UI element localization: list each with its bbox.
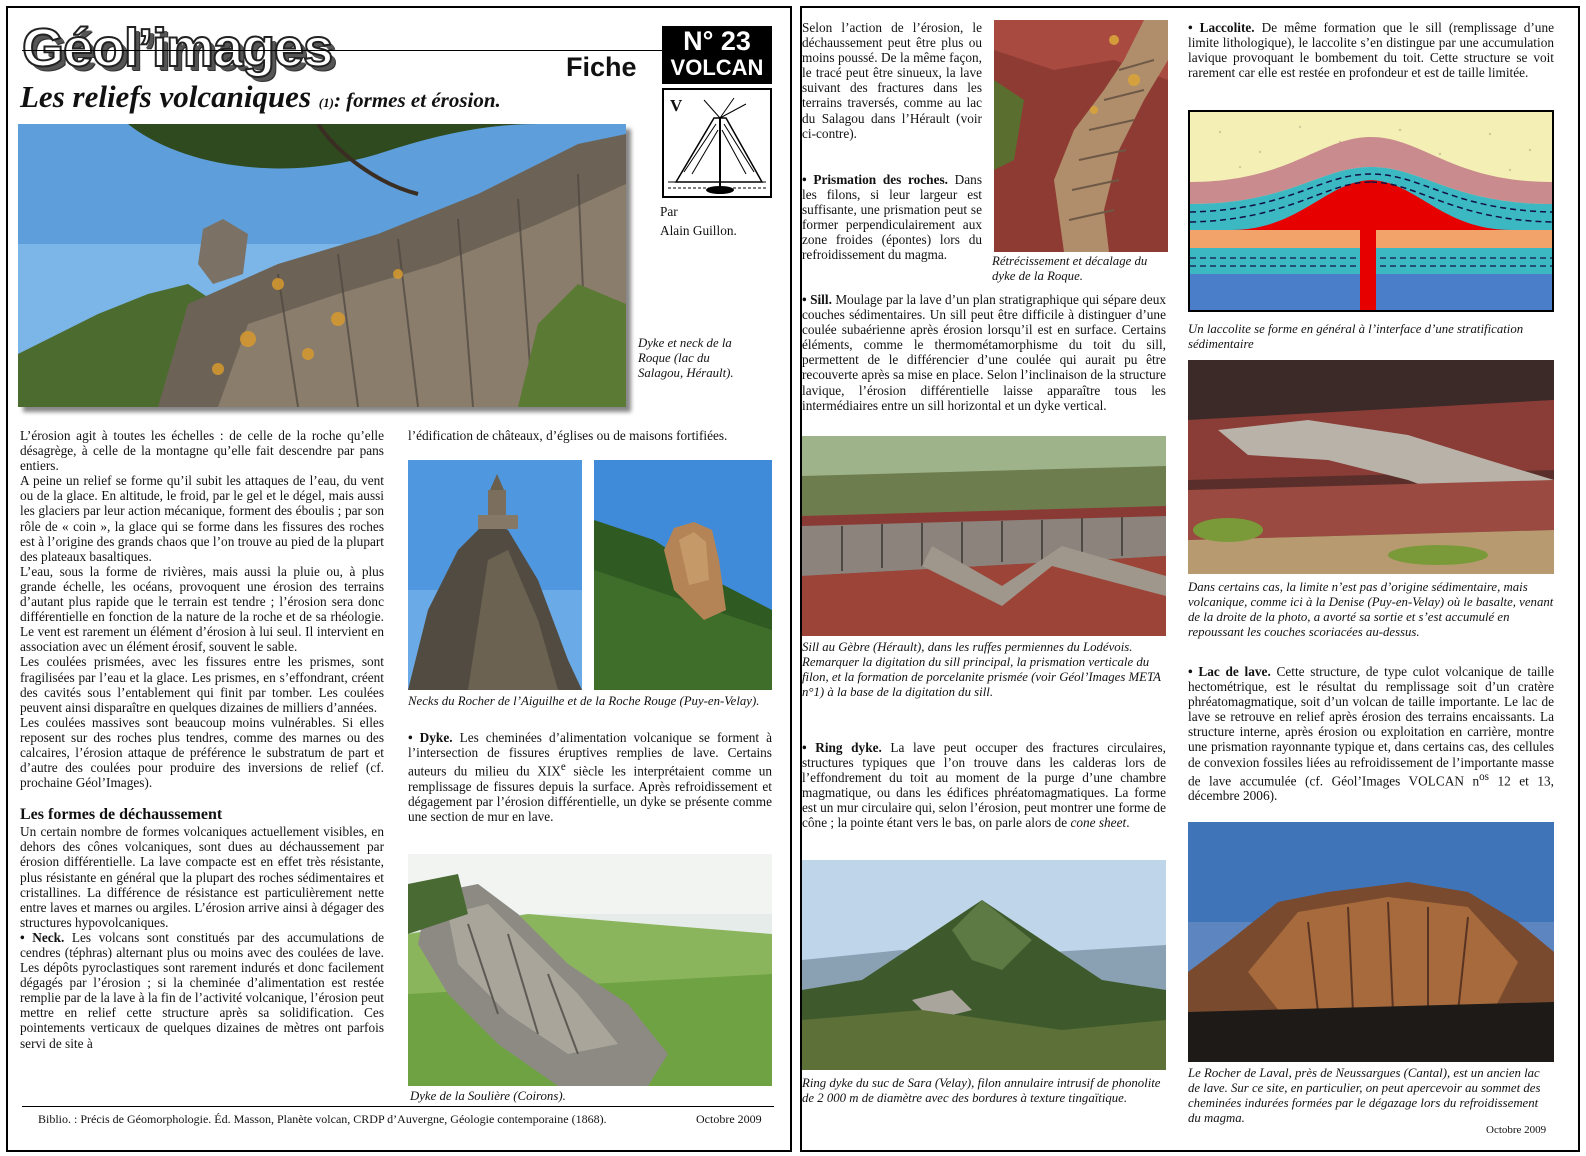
ring-text-b: . (1126, 815, 1130, 831)
paragraph: Les coulées prismées, avec les fissures entre les prismes, sont fragilisées par l’eau et la glace. Les prismes, en s’effondrant, créent des cavités sous l’entablement qui finit par tomber. Les coulées peuvent ainsi disparaître en quelques dizaines de milliers d’années. (20, 654, 384, 715)
series-emblem (662, 88, 772, 198)
page-right (800, 6, 1580, 1152)
prism-text: Dans les filons, si leur largeur est suffisante, une prismation peut se former perpendiculairement aux zone froides (épontes) lors du refroidissement du magma. (802, 172, 982, 263)
col1-text (20, 428, 384, 1051)
photo-laval (1188, 822, 1554, 1062)
date: Octobre 2009 (1486, 1124, 1547, 1136)
photo-ring-dyke (802, 860, 1166, 1070)
dyke-text-b: siècle les interprétaient comme un remplissage de fissures depuis la surface. Après refroidissement et dégagement par l’érosion différentielle, un dyke se présente comme une section de mur en lave. (408, 763, 772, 824)
caption-necks: Necks du Rocher de l’Aiguilhe et de la Roche Rouge (Puy-en-Velay). (408, 694, 760, 708)
ring-text-a: La lave peut occuper des fractures circulaires, structures typiques que l’on trouve dans les calderas lors de l’effondrement du toit au moment de la purge d’une chambre magmatique, ou dans les édifices phréatomagmatiques. La forme est un mur circulaire qui, selon l’érosion, peut montrer une forme de cône ; la pointe étant vers le bas, on parle alors de (802, 740, 1167, 831)
paragraph: Un certain nombre de formes volcaniques actuellement visibles, en dehors des cônes volcaniques, sont dues au déchaussement par érosion différentielle. La lave compacte est en effet très résistante, plus résistante en général que la plupart des roches sédimentaires et cristallines. La différence de résistance est particulièrement nette entre laves et marnes ou argiles. L’érosion arrive ainsi à dégager des structures hypovolcaniques. (20, 824, 384, 930)
section-title: Les formes de déchaussement (20, 806, 223, 824)
title-main: Les reliefs volcaniques (20, 79, 312, 114)
ring-label: • Ring dyke. (802, 740, 882, 755)
caption-ring: Ring dyke du suc de Sara (Velay), filon annulaire intrusif de phonolite de 2 000 m de diamètre avec des bordures à texture tingaïtique. (802, 1076, 1161, 1105)
photo-dyke-roque (994, 20, 1168, 252)
caption-souliere: Dyke de la Soulière (Coirons). (410, 1089, 566, 1103)
fiche-label: Fiche (566, 52, 637, 82)
title-note: (1) (318, 95, 334, 110)
author: Par Alain Guillon. (660, 204, 737, 238)
page-title (20, 80, 501, 120)
series-name: VOLCAN (670, 55, 764, 80)
paragraph: L’eau, sous la forme de rivières, mais aussi la pluie ou, à plus grande échelle, les océans, provoquent une érosion des terrains d’autant plus rapide que le terrain est tendre ; l’érosion sera donc différentielle en fonction de la nature de la roche et de sa rhéologie. Le vent est rarement un élément d’érosion à lui seul. Il intervient en association avec un élément érosif, souvent le sable. (20, 563, 384, 655)
dyke-paragraph (408, 730, 772, 824)
logo: Géol’images (22, 18, 333, 78)
photo-aiguilhe (408, 460, 582, 690)
dyke-text-a: Les cheminées d’alimentation volcanique se forment à l’intersection de fissures éruptives remplies de lave. Certains auteurs du milieu du XIX (408, 730, 772, 779)
caption-sill: Sill au Gèbre (Hérault), dans les ruffes permiennes du Lodévois. Remarquer la digitation du sill principal, la prismation verticale du filon, et la formation de porcelanite prismée (voir Géol’Images META n°1) à la base de la digitation du sill. (802, 640, 1161, 699)
sill-paragraph (802, 292, 1166, 413)
bibliography: Biblio. : Précis de Géomorphologie. Éd. Masson, Planète volcan, CRDP d’Auvergne, Géologie contemporaine (1868). (38, 1112, 607, 1126)
laccolite-paragraph (1188, 20, 1554, 80)
dyke-label: • Dyke. (408, 730, 453, 745)
photo-sill-gebre (802, 436, 1166, 636)
footer-rule (22, 1106, 774, 1107)
ring-text-italic: cone sheet (1070, 815, 1127, 831)
prism-label: • Prismation des roches. (802, 172, 948, 187)
issue-number: N° 23 (683, 26, 751, 56)
photo-souliere (408, 854, 772, 1086)
caption-dyke-roque: Rétrécissement et décalage du dyke de la Roque. (992, 254, 1148, 283)
paragraph: A peine un relief se forme qu’il subit les attaques de l’eau, du vent ou de la glace. En altitude, le froid, par le gel et le dégel, mais aussi les glaciers par leur action mécanique, forment des éboulis ; par son rôle de « coin », la glace qui se forme dans les fissures des roches est à l’origine des grands chaos que l’on trouve au pied de la plupart des plateaux basaltiques. (20, 473, 384, 564)
caption-laccolite: Un laccolite se forme en général à l’interface d’une stratification sédimentaire (1188, 322, 1524, 351)
photo-denise (1188, 360, 1554, 574)
laccolith-diagram (1188, 110, 1554, 312)
caption-denise: Dans certains cas, la limite n’est pas d’origine sédimentaire, mais volcanique, comme ici à la Denise (Puy-en-Velay) où le basalte, venant de la droite de la photo, a avorté sa sortie et s’est accumulé en repoussant les couches scoriacées au-dessus. (1188, 580, 1554, 639)
series-letter: V (670, 96, 683, 115)
col2-top-text: l’édification de châteaux, d’églises ou de maisons fortifiées. (408, 428, 728, 443)
sill-text: Moulage par la lave d’un plan stratigraphique qui sépare deux couches sédimentaires. Un sill peut être difficile à distinguer d’une coulée subaérienne après érosion lorsqu’il est en surface. Certains éléments, comme le thermométamorphisme du toit du sill, permettent de le différencier d’une coulée qui aurait pu être recouverte après sa mise en place. Selon l’inclinaison de la structure lavique, l’érosion différentielle laisse apparaître tous les intermédiaires entre un sill horizontal et un dyke vertical. (802, 292, 1166, 413)
paragraph: Les coulées massives sont beaucoup moins vulnérables. Si elles reposent sur des roches plus tendres, comme des marnes ou des calcaires, l’érosion attaque de préférence le substratum de part et d’autre des coulées pour produire des inversions de relief (cf. prochaine Géol’Images). (20, 714, 384, 791)
paragraph: L’érosion agit à toutes les échelles : de celle de la roche qu’elle désagrège, à celle de la montagne qu’elle fait descendre par pans entiers. (20, 428, 384, 474)
lac-label: • Lac de lave. (1188, 664, 1271, 679)
photo-roque (18, 124, 626, 407)
intro-text: Selon l’action de l’érosion, le déchaussement peut être plus ou moins poussé. De la même façon, le tracé peut être sinueux, la lave suivant des fractures dans les terrains traversés, comme au lac du Salagou dans l’Hérault (voir ci-contre). (802, 20, 982, 141)
photo-roche-rouge (594, 460, 772, 690)
dyke-sup: e (560, 761, 566, 774)
ring-paragraph (802, 740, 1166, 831)
lac-text-a: Cette structure, de type culot volcanique de taille hectométrique, est le résultat du remplissage soit d’un cratère phréatomagmatique, soit d’un volcan de taille importante. Le lac de lave se retrouve en relief après érosion des terrains encaissants. La structure interne, après érosion ou exploitation en carrière, montre une prismation rayonnante typique et, dans certains cas, des cellules de convexion fossiles liées au refroidissement de l’importante masse de lave accumulée (cf. Géol’Images VOLCAN n (1188, 664, 1555, 789)
sill-label: • Sill. (802, 292, 832, 307)
prism-paragraph (802, 172, 982, 263)
title-sub: : formes et érosion. (333, 88, 501, 112)
issue-number-box (662, 26, 772, 84)
caption-roque: Dyke et neck de la Roque (lac du Salagou, Hérault). (638, 336, 734, 380)
date: Octobre 2009 (696, 1112, 762, 1126)
caption-laval: Le Rocher de Laval, près de Neussargues (Cantal), est un ancien lac de lave. Sur ce site, en particulier, on peut apercevoir au sommet des cheminées indurées formées par le dégazage lors du refroidissement du magma. (1188, 1066, 1541, 1125)
header-rule (22, 50, 662, 51)
lac-paragraph (1188, 664, 1554, 803)
neck-text: Les volcans sont constitués par des accumulations de cendres (téphras) alternant plus ou moins avec des coulées de lave. Les dépôts pyroclastiques sont rarement indurés et donc facilement dégagés par l’érosion ; si la cheminée d’alimentation est restée remplie par de la lave à la fin de l’activité volcanique, l’érosion peut mettre en relief cette structure après sa solidification. Ces pointements verticaux de quelques dizaines de mètres ont parfois servi de site à (20, 929, 385, 1051)
laccolite-text: De même formation que le sill (remplissage d’une limite lithologique), le laccolite s’en distingue par une accumulation lavique provoquant le bombement du toit. Cette structure se voit rarement car elle est restée en profondeur et est de taille limitée. (1188, 20, 1554, 81)
neck-paragraph (20, 930, 384, 1051)
lac-text-b: 12 et 13, décembre 2006). (1188, 773, 1554, 804)
laccolite-label: • Laccolite. (1188, 20, 1255, 35)
lac-sup: os (1479, 770, 1489, 783)
page-left (6, 6, 792, 1152)
neck-label: • Neck. (20, 929, 65, 945)
